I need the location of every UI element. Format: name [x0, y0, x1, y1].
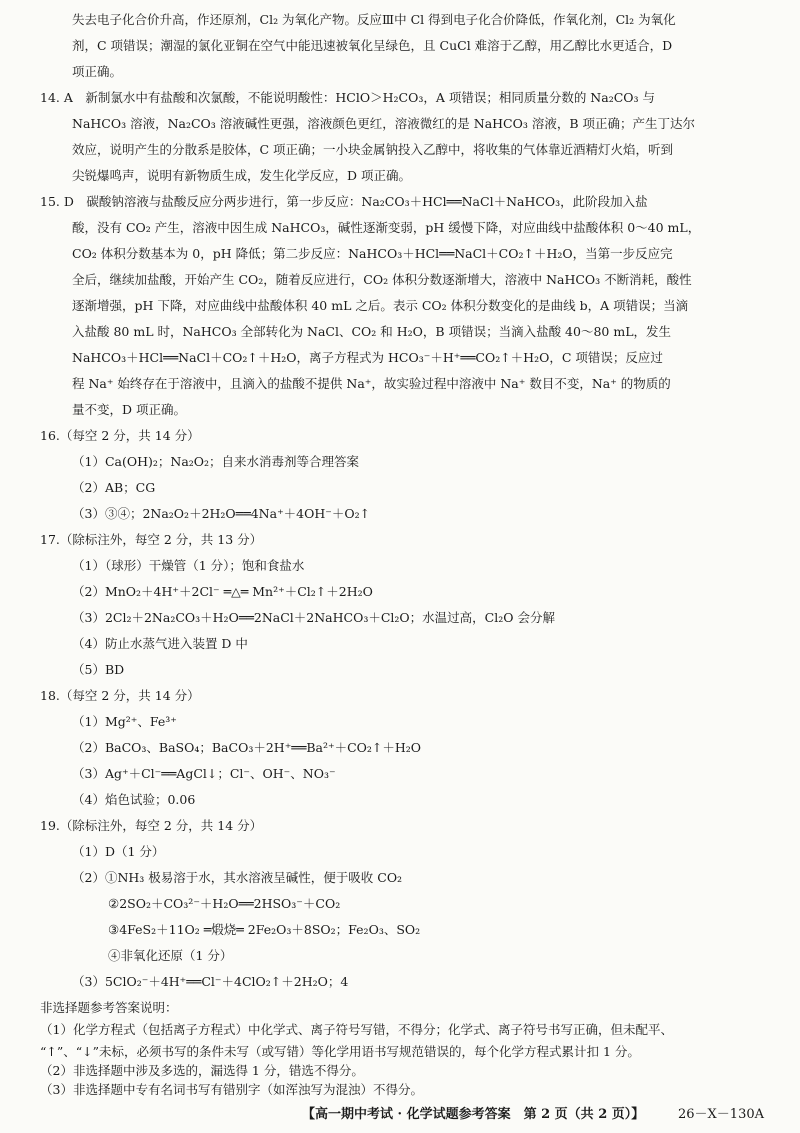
text-line: ③4FeS₂＋11O₂ ═煅烧═ 2Fe₂O₃＋8SO₂；Fe₂O₃、SO₂: [108, 922, 421, 937]
text-line: （3）Ag⁺＋Cl⁻══AgCl↓；Cl⁻、OH⁻、NO₃⁻: [72, 766, 336, 781]
text-line: 16.（每空 2 分，共 14 分）: [40, 428, 200, 443]
text-line: 量不变，D 项正确。: [72, 402, 186, 417]
text-line: 17.（除标注外，每空 2 分，共 13 分）: [40, 532, 263, 547]
text-line: 15. D 碳酸钠溶液与盐酸反应分两步进行，第一步反应：Na₂CO₃＋HCl══NaCl＋NaHCO₃，此阶段加入盐: [40, 194, 648, 209]
text-line: 14. A 新制氯水中有盐酸和次氯酸，不能说明酸性：HClO＞H₂CO₃，A 项错误；相同质量分数的 Na₂CO₃ 与: [40, 90, 655, 105]
text-line: （5）BD: [72, 662, 125, 677]
text-line: ②2SO₂＋CO₃²⁻＋H₂O══2HSO₃⁻＋CO₂: [108, 896, 341, 911]
text-line: NaHCO₃ 溶液，Na₂CO₃ 溶液碱性更强，溶液颜色更红，溶液微红的是 NaHCO₃ 溶液，B 项正确；产生丁达尔: [72, 116, 696, 131]
text-line: 程 Na⁺ 始终存在于溶液中，且滴入的盐酸不提供 Na⁺，故实验过程中溶液中 Na⁺ 数目不变，Na⁺ 的物质的: [72, 376, 671, 391]
text-line: 剂，C 项错误；潮湿的氯化亚铜在空气中能迅速被氧化呈绿色，且 CuCl 难溶于乙醇，用乙醇比水更适合，D: [72, 38, 673, 53]
text-line: 入盐酸 80 mL 时，NaHCO₃ 全部转化为 NaCl、CO₂ 和 H₂O，B 项错误；当滴入盐酸 40～80 mL，发生: [72, 324, 671, 339]
text-line: （2）MnO₂＋4H⁺＋2Cl⁻ ═△═ Mn²⁺＋Cl₂↑＋2H₂O: [72, 584, 373, 599]
text-line: CO₂ 体积分数基本为 0，pH 降低；第二步反应：NaHCO₃＋HCl══NaCl＋CO₂↑＋H₂O，当第一步反应完: [72, 246, 673, 261]
text-line: 非选择题参考答案说明：: [40, 1000, 178, 1015]
text-line: 19.（除标注外，每空 2 分，共 14 分）: [40, 818, 263, 833]
text-line: 酸，没有 CO₂ 产生，溶液中因生成 NaHCO₃，碱性逐渐变弱，pH 缓慢下降，对应曲线中盐酸体积 0～40 mL，: [72, 220, 701, 235]
text-line: 逐渐增强，pH 下降，对应曲线中盐酸体积 40 mL 之后。表示 CO₂ 体积分数变化的是曲线 b，A 项错误；当滴: [72, 298, 689, 313]
text-line: 效应，说明产生的分散系是胶体，C 项正确；一小块金属钠投入乙醇中，将收集的气体靠近酒精灯火焰，听到: [72, 142, 674, 157]
text-line: 失去电子化合价升高，作还原剂，Cl₂ 为氧化产物。反应Ⅲ中 Cl 得到电子化合价降低，作氧化剂，Cl₂ 为氧化: [72, 12, 676, 27]
text-line: （1）化学方程式（包括离子方程式）中化学式、离子符号写错，不得分；化学式、离子符号书写正确，但未配平、: [40, 1022, 673, 1037]
text-line: NaHCO₃＋HCl══NaCl＋CO₂↑＋H₂O，离子方程式为 HCO₃⁻＋H⁺══CO₂↑＋H₂O，C 项错误；反应过: [72, 350, 663, 365]
text-line: （1）（球形）干燥管（1 分）；饱和食盐水: [72, 558, 305, 573]
text-line: （2）BaCO₃、BaSO₄；BaCO₃＋2H⁺══Ba²⁺＋CO₂↑＋H₂O: [72, 740, 422, 755]
text-line: （3）非选择题中专有名词书写有错别字（如浑浊写为混浊）不得分。: [40, 1082, 423, 1097]
text-line: 全后，继续加盐酸，开始产生 CO₂，随着反应进行，CO₂ 体积分数逐渐增大，溶液中 NaHCO₃ 不断消耗，酸性: [72, 272, 692, 287]
text-line: 尖锐爆鸣声，说明有新物质生成，发生化学反应，D 项正确。: [72, 168, 411, 183]
text-line: “↑”、“↓”未标，必须书写的条件未写（或写错）等化学用语书写规范错误的，每个化学方程式累计扣 1 分。: [40, 1044, 640, 1059]
text-line: （1）Mg²⁺、Fe³⁺: [72, 714, 177, 729]
text-line: （4）防止水蒸气进入装置 D 中: [72, 636, 248, 651]
footer-code: 26－X－130A: [678, 1107, 764, 1122]
text-line: （3）③④；2Na₂O₂＋2H₂O══4Na⁺＋4OH⁻＋O₂↑: [72, 506, 371, 521]
footer-title: 【高一期中考试 · 化学试题参考答案 第 2 页（共 2 页）】: [302, 1107, 645, 1122]
text-line: （3）2Cl₂＋2Na₂CO₃＋H₂O══2NaCl＋2NaHCO₃＋Cl₂O；水温过高，Cl₂O 会分解: [72, 610, 555, 625]
text-line: （2）①NH₃ 极易溶于水，其水溶液呈碱性，便于吸收 CO₂: [72, 870, 403, 885]
text-line: 项正确。: [72, 64, 123, 79]
page-footer: [0, 1100, 800, 1130]
text-line: （2）非选择题中涉及多选的，漏选得 1 分，错选不得分。: [40, 1063, 364, 1078]
text-line: （3）5ClO₂⁻＋4H⁺══Cl⁻＋4ClO₂↑＋2H₂O；4: [72, 974, 349, 989]
text-line: 18.（每空 2 分，共 14 分）: [40, 688, 200, 703]
text-line: （1）D（1 分）: [72, 844, 165, 859]
text-line: （1）Ca(OH)₂；Na₂O₂；自来水消毒剂等合理答案: [72, 454, 360, 469]
text-line: （2）AB；CG: [72, 480, 156, 495]
text-line: （4）焰色试验；0.06: [72, 792, 196, 807]
text-line: ④非氧化还原（1 分）: [108, 948, 233, 963]
